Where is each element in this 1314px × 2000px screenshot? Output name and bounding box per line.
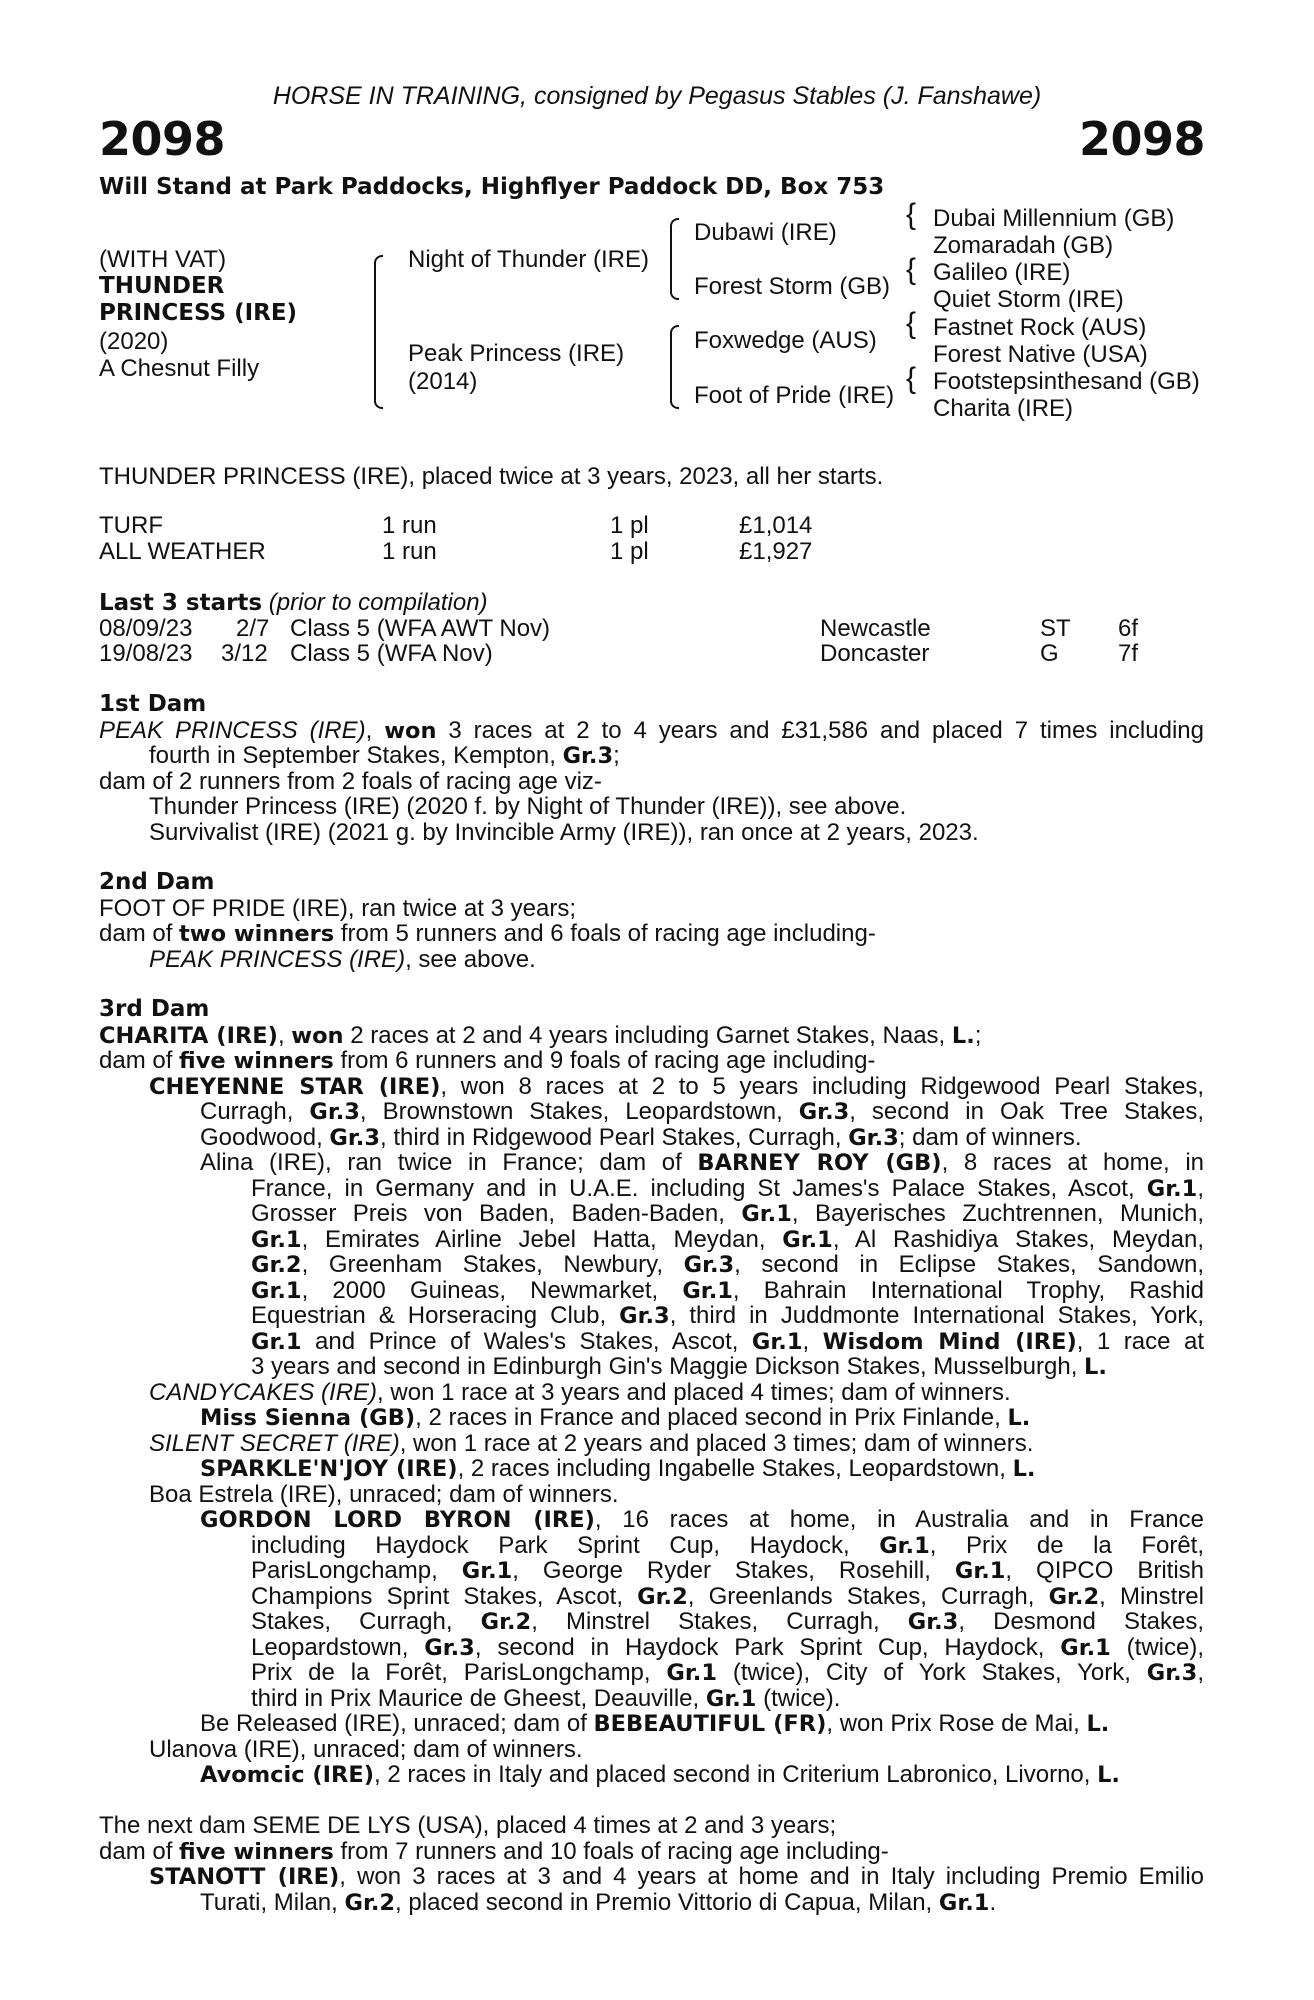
start-distance: 6f (1118, 614, 1139, 642)
gen3-3: Galileo (IRE) (933, 259, 1071, 286)
produce-line: STANOTT (IRE), won 3 races at 3 and 4 years at home and in Italy including Premio Emilio (149, 1864, 1204, 1890)
record-row (99, 539, 1204, 565)
produce-line: Prix de la Forêt, ParisLongchamp, Gr.1 (twice), City of York Stakes, York, Gr.3, (251, 1660, 1204, 1686)
produce-line: Grosser Preis von Baden, Baden-Baden, Gr.1, Bayerisches Zuchtrennen, Munich, (251, 1201, 1204, 1227)
sire: Night of Thunder (IRE) (408, 246, 649, 273)
first-dam-section (99, 692, 1204, 845)
start-course: Doncaster (820, 640, 930, 667)
produce-line: Curragh, Gr.3, Brownstown Stakes, Leopardstown, Gr.3, second in Oak Tree Stakes, (200, 1099, 1204, 1125)
produce-line: Avomcic (IRE), 2 races in Italy and placed second in Criterium Labronico, Livorno, L. (200, 1761, 1120, 1788)
second-dam-section (99, 870, 1204, 972)
lot-number-right: 2098 (1078, 112, 1205, 166)
first-dam-line: dam of 2 runners from 2 foals of racing age viz- (99, 767, 602, 795)
bracket-g3: { (906, 307, 917, 340)
next-dam-line: dam of five winners from 7 runners and 10 foals of racing age including- (99, 1837, 889, 1865)
produce-line: Gr.1 and Prince of Wales's Stakes, Ascot, Gr.1, Wisdom Mind (IRE), 1 race at (251, 1328, 1204, 1354)
third-dam-line: CHARITA (IRE), won 2 races at 2 and 4 years including Garnet Stakes, Naas, L.; (99, 1021, 982, 1049)
next-dam-section (99, 1813, 1204, 1915)
dam-dam: Foot of Pride (IRE) (694, 382, 895, 409)
record-row (99, 513, 1204, 539)
horse-description: A Chesnut Filly (99, 355, 260, 382)
second-dam-line: PEAK PRINCESS (IRE), see above. (149, 945, 536, 973)
vat-note: (WITH VAT) (99, 246, 227, 273)
dam-year: (2014) (408, 368, 478, 395)
horse-year: (2020) (99, 328, 169, 355)
pedigree-bracket-main (374, 255, 383, 409)
produce-line: France, in Germany and in U.A.E. including St James's Palace Stakes, Ascot, Gr.1, (251, 1175, 1204, 1201)
start-going: ST (1040, 614, 1071, 642)
produce-line: CANDYCAKES (IRE), won 1 race at 3 years and placed 4 times; dam of winners. (149, 1378, 1011, 1406)
horse-name-line2: PRINCESS (IRE) (99, 300, 298, 326)
record-surface: ALL WEATHER (99, 537, 266, 565)
start-date: 19/08/23 (99, 640, 193, 667)
start-going: G (1040, 640, 1059, 667)
produce-line: SILENT SECRET (IRE), won 1 race at 2 years and placed 3 times; dam of winners. (149, 1429, 1034, 1457)
bracket-g2: { (906, 253, 917, 286)
produce-line: Stakes, Curragh, Gr.2, Minstrel Stakes, Curragh, Gr.3, Desmond Stakes, (251, 1609, 1204, 1635)
record-earnings: £1,927 (739, 537, 813, 565)
start-row (99, 641, 1204, 667)
first-dam-line: fourth in September Stakes, Kempton, Gr.3; (149, 742, 620, 769)
gen3-5: Fastnet Rock (AUS) (933, 314, 1147, 341)
start-race: Class 5 (WFA AWT Nov) (290, 614, 551, 642)
first-dam-heading: 1st Dam (99, 691, 207, 717)
produce-line: Boa Estrela (IRE), unraced; dam of winners. (149, 1480, 619, 1508)
produce-line: Gr.1, Emirates Airline Jebel Hatta, Meydan, Gr.1, Al Rashidiya Stakes, Meydan, (251, 1226, 1204, 1252)
produce-line: Equestrian & Horseracing Club, Gr.3, third in Juddmonte International Stakes, York, (251, 1303, 1204, 1329)
record-earnings: £1,014 (739, 512, 813, 539)
horse-name-line1: THUNDER (99, 273, 225, 299)
pedigree-bracket-dam (670, 325, 679, 409)
start-race: Class 5 (WFA Nov) (290, 640, 493, 667)
produce-line: Gr.2, Greenham Stakes, Newbury, Gr.3, second in Eclipse Stakes, Sandown, (251, 1252, 1204, 1278)
produce-line: third in Prix Maurice de Gheest, Deauville, Gr.1 (twice). (251, 1684, 841, 1712)
third-dam-section (99, 997, 1204, 1788)
consignment-header: HORSE IN TRAINING, consigned by Pegasus Stables (J. Fanshawe) (272, 82, 1042, 110)
dam-sire: Foxwedge (AUS) (694, 327, 877, 354)
race-summary: THUNDER PRINCESS (IRE), placed twice at 3 years, 2023, all her starts. (99, 463, 884, 490)
sire-dam: Forest Storm (GB) (694, 273, 891, 300)
pedigree-bracket-sire (670, 218, 679, 300)
first-dam-produce: Thunder Princess (IRE) (2020 f. by Night of Thunder (IRE)), see above. (149, 793, 907, 820)
produce-line: Goodwood, Gr.3, third in Ridgewood Pearl Stakes, Curragh, Gr.3; dam of winners. (200, 1123, 1082, 1151)
produce-line: GORDON LORD BYRON (IRE), 16 races at home, in Australia and in France (200, 1507, 1204, 1533)
last-starts-section (99, 590, 1204, 667)
gen3-2: Zomaradah (GB) (933, 232, 1114, 259)
record-placed: 1 pl (610, 512, 649, 539)
produce-line: Gr.1, 2000 Guineas, Newmarket, Gr.1, Bahrain International Trophy, Rashid (251, 1277, 1204, 1303)
produce-line: 3 years and second in Edinburgh Gin's Maggie Dickson Stakes, Musselburgh, L. (251, 1353, 1107, 1380)
produce-line: CHEYENNE STAR (IRE), won 8 races at 2 to 5 years including Ridgewood Pearl Stakes, (149, 1073, 1204, 1099)
produce-line: Miss Sienna (GB), 2 races in France and placed second in Prix Finlande, L. (200, 1404, 1031, 1431)
third-dam-line: dam of five winners from 6 runners and 9 foals of racing age including- (99, 1047, 876, 1074)
bracket-g1: { (906, 198, 917, 231)
record-placed: 1 pl (610, 537, 649, 565)
gen3-4: Quiet Storm (IRE) (933, 286, 1124, 313)
gen3-7: Footstepsinthesand (GB) (933, 368, 1200, 395)
bracket-g4: { (906, 362, 917, 395)
second-dam-line: dam of two winners from 5 runners and 6 foals of racing age including- (99, 920, 876, 947)
second-dam-heading: 2nd Dam (99, 869, 215, 895)
start-position: 3/12 (221, 640, 268, 667)
produce-line: Alina (IRE), ran twice in France; dam of BARNEY ROY (GB), 8 races at home, in (200, 1150, 1204, 1176)
record-surface: TURF (99, 512, 163, 539)
gen3-8: Charita (IRE) (933, 395, 1074, 422)
produce-line: ParisLongchamp, Gr.1, George Ryder Stakes, Rosehill, Gr.1, QIPCO British (251, 1558, 1204, 1584)
produce-line: Be Released (IRE), unraced; dam of BEBEAUTIFUL (FR), won Prix Rose de Mai, L. (200, 1710, 1110, 1737)
sire-sire: Dubawi (IRE) (694, 219, 837, 246)
lot-number-left: 2098 (99, 112, 226, 166)
third-dam-heading: 3rd Dam (99, 996, 210, 1022)
start-row (99, 616, 1204, 642)
first-dam-line: PEAK PRINCESS (IRE), won 3 races at 2 to 4 years and £31,586 and placed 7 times including (99, 717, 1204, 743)
gen3-1: Dubai Millennium (GB) (933, 205, 1175, 232)
stand-location: Will Stand at Park Paddocks, Highflyer Paddock DD, Box 753 (99, 174, 885, 200)
racing-record-table (99, 513, 1204, 564)
last-starts-heading: Last 3 starts (prior to compilation) (99, 589, 488, 616)
produce-line: SPARKLE'N'JOY (IRE), 2 races including Ingabelle Stakes, Leopardstown, L. (200, 1455, 1036, 1482)
gen3-6: Forest Native (USA) (933, 341, 1148, 368)
record-runs: 1 run (382, 512, 437, 539)
produce-line: Ulanova (IRE), unraced; dam of winners. (149, 1735, 583, 1763)
produce-line: Leopardstown, Gr.3, second in Haydock Park Sprint Cup, Haydock, Gr.1 (twice), (251, 1634, 1204, 1660)
next-dam-line: The next dam SEME DE LYS (USA), placed 4 times at 2 and 3 years; (99, 1812, 837, 1839)
first-dam-produce: Survivalist (IRE) (2021 g. by Invincible Army (IRE)), ran once at 2 years, 2023. (149, 818, 979, 846)
produce-line: Turati, Milan, Gr.2, placed second in Premio Vittorio di Capua, Milan, Gr.1. (200, 1888, 997, 1916)
start-date: 08/09/23 (99, 614, 193, 642)
produce-line: including Haydock Park Sprint Cup, Haydock, Gr.1, Prix de la Forêt, (251, 1532, 1204, 1558)
start-position: 2/7 (236, 614, 270, 642)
produce-line: Champions Sprint Stakes, Ascot, Gr.2, Greenlands Stakes, Curragh, Gr.2, Minstrel (251, 1583, 1204, 1609)
record-runs: 1 run (382, 537, 437, 565)
start-distance: 7f (1118, 640, 1139, 667)
start-course: Newcastle (820, 614, 931, 642)
dam: Peak Princess (IRE) (408, 340, 625, 367)
second-dam-line: FOOT OF PRIDE (IRE), ran twice at 3 years; (99, 894, 576, 922)
